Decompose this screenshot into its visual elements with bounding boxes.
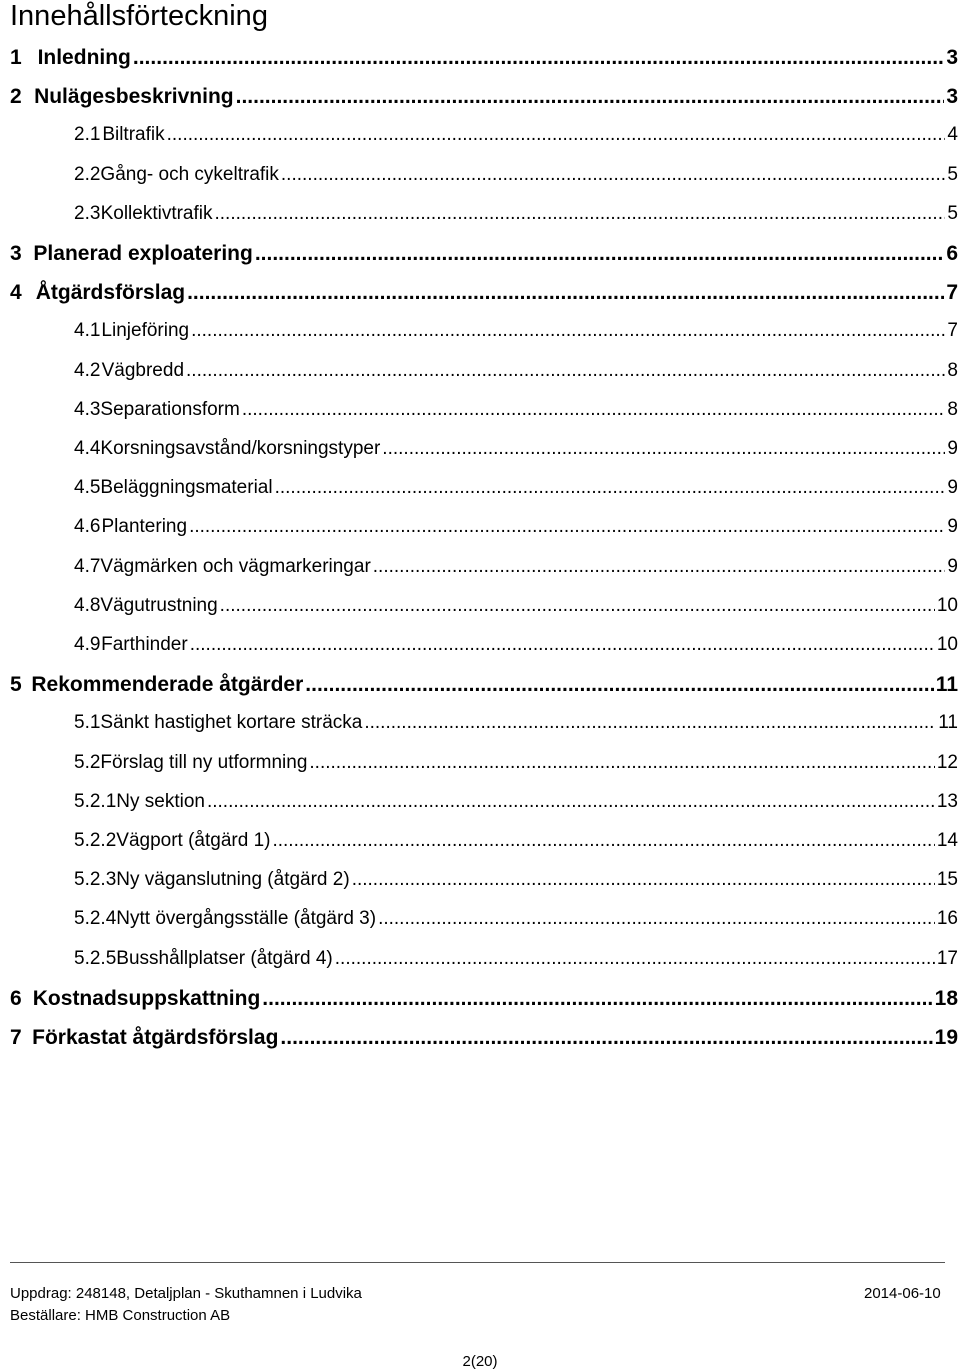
toc-dot-leader [309, 752, 934, 774]
toc-entry-number: 4.1 [74, 320, 101, 342]
toc-dot-leader [167, 124, 946, 146]
toc-dot-leader [335, 948, 935, 970]
toc-dot-leader [220, 595, 935, 617]
toc-dot-leader [382, 438, 945, 460]
toc-entry-page: 9 [947, 477, 958, 499]
toc-dot-leader [236, 85, 945, 109]
toc-entry-page: 8 [947, 398, 958, 420]
toc-entry-title: Korsningsavstånd/korsningstyper [100, 438, 381, 459]
toc-entry-title: Vägutrustning [100, 594, 218, 616]
toc-entry-number: 4.7 [74, 555, 101, 577]
toc-entry-page: 9 [947, 555, 958, 577]
toc-entry-page: 9 [947, 438, 958, 459]
toc-entry[interactable] [10, 948, 958, 970]
toc-entry-number: 1 [10, 46, 22, 69]
toc-entry-title: Busshållplatser (åtgärd 4) [116, 947, 333, 969]
toc-entry-title: Förkastat åtgärdsförslag [32, 1026, 279, 1049]
toc-entry-page: 3 [946, 46, 958, 69]
toc-entry[interactable] [10, 987, 958, 1011]
toc-dot-leader [207, 791, 935, 813]
toc-dot-leader [281, 164, 946, 186]
toc-entry-number: 5 [10, 673, 22, 697]
footer-date: 2014-06-10 [864, 1285, 941, 1302]
toc-entry-title: Vägport (åtgärd 1) [116, 830, 271, 851]
toc-entry-page: 10 [936, 634, 958, 655]
toc-entry-page: 15 [936, 869, 958, 891]
toc-entry-title: Kollektivtrafik [100, 202, 213, 224]
toc-entry-title: Biltrafik [102, 124, 165, 146]
toc-entry[interactable] [10, 124, 958, 146]
toc-entry-title: Inledning [37, 46, 131, 69]
toc-entry[interactable] [10, 673, 958, 697]
toc-dot-leader [262, 987, 932, 1011]
toc-entry-title: Förslag till ny utformning [100, 751, 308, 773]
toc-dot-leader [378, 908, 935, 930]
toc-entry-title: Vägmärken och vägmarkeringar [100, 555, 371, 577]
toc-entry-title: Nytt övergångsställe (åtgärd 3) [116, 908, 377, 930]
toc-entry-title: Nulägesbeskrivning [34, 85, 234, 109]
toc-entry-number: 4.8 [74, 594, 101, 616]
toc-entry-number: 3 [10, 242, 22, 265]
toc-dot-leader [280, 1026, 932, 1050]
toc-dot-leader [242, 399, 946, 421]
page-number: 2(20) [462, 1353, 498, 1370]
toc-entry-title: Linjeföring [101, 320, 190, 342]
toc-dot-leader [186, 360, 945, 382]
toc-entry[interactable] [10, 791, 958, 813]
toc-entry-number: 2.1 [74, 124, 101, 146]
toc-entry-title: Farthinder [101, 634, 188, 655]
toc-entry[interactable] [10, 516, 958, 538]
footer-divider [10, 1262, 945, 1263]
toc-heading: Innehållsförteckning [10, 0, 268, 32]
toc-entry-title: Ny väganslutning (åtgärd 2) [116, 869, 350, 891]
toc-dot-leader [191, 320, 945, 342]
toc-entry-title: Planerad exploatering [33, 242, 253, 265]
toc-entry-number: 4.5 [74, 477, 101, 499]
toc-entry-page: 17 [936, 947, 958, 969]
toc-entry-title: Rekommenderade åtgärder [31, 673, 304, 697]
toc-dot-leader [190, 634, 935, 656]
toc-entry-number: 5.2.2 [74, 830, 117, 851]
toc-entry-page: 11 [938, 712, 958, 734]
toc-entry-page: 12 [936, 751, 958, 773]
toc-entry[interactable] [10, 203, 958, 225]
toc-entry-page: 13 [936, 790, 958, 812]
toc-entry-page: 5 [947, 202, 958, 224]
toc-entry[interactable] [10, 1026, 958, 1050]
toc-entry-page: 11 [935, 673, 958, 697]
toc-entry[interactable] [10, 908, 958, 930]
toc-entry-page: 9 [947, 516, 958, 538]
toc-entry-number: 4.6 [74, 516, 101, 538]
toc-entry-page: 7 [946, 281, 958, 305]
toc-dot-leader [255, 242, 944, 266]
toc-entry-page: 10 [936, 594, 958, 616]
toc-dot-leader [215, 203, 946, 225]
toc-entry[interactable] [10, 281, 958, 305]
toc-entry-number: 2 [10, 85, 22, 109]
toc-entry-number: 5.2.3 [74, 869, 117, 891]
toc-dot-leader [364, 712, 936, 734]
toc-entry[interactable] [10, 869, 958, 891]
toc-entry-number: 4.4 [74, 438, 101, 459]
toc-entry[interactable] [10, 830, 958, 852]
toc-entry-title: Sänkt hastighet kortare sträcka [100, 712, 363, 734]
toc-dot-leader [272, 830, 934, 852]
toc-entry[interactable] [10, 46, 958, 70]
toc-entry-number: 7 [10, 1026, 22, 1049]
footer-assignment: Uppdrag: 248148, Detaljplan - Skuthamnen i Ludvika [10, 1285, 362, 1302]
toc-entry[interactable] [10, 242, 958, 266]
toc-entry[interactable] [10, 438, 958, 460]
toc-entry-number: 4.9 [74, 634, 101, 655]
toc-entry[interactable] [10, 320, 958, 342]
toc-entry-number: 5.2.4 [74, 908, 117, 930]
toc-entry[interactable] [10, 399, 958, 421]
toc-entry-page: 5 [947, 163, 958, 185]
toc-entry-number: 4.3 [74, 398, 101, 420]
toc-entry-number: 5.1 [74, 712, 101, 734]
toc-entry-number: 5.2.5 [74, 947, 117, 969]
toc-dot-leader [373, 556, 946, 578]
toc-dot-leader [133, 46, 944, 70]
toc-entry[interactable] [10, 360, 958, 382]
toc-entry-number: 4.2 [74, 359, 101, 381]
toc-entry-title: Separationsform [100, 398, 240, 420]
toc-entry[interactable] [10, 634, 958, 656]
toc-entry[interactable] [10, 595, 958, 617]
toc-entry-number: 2.3 [74, 202, 101, 224]
toc-entry-page: 8 [947, 359, 958, 381]
toc-dot-leader [352, 869, 935, 891]
toc-entry-page: 4 [947, 124, 958, 146]
toc-entry-page: 7 [947, 320, 958, 342]
toc-entry-title: Ny sektion [116, 790, 205, 812]
toc-entry-page: 3 [946, 85, 958, 109]
toc-entry-title: Vägbredd [101, 359, 185, 381]
toc-entry-number: 2.2 [74, 163, 101, 185]
toc-entry-page: 6 [946, 242, 958, 265]
toc-entry-number: 5.2.1 [74, 790, 117, 812]
toc-dot-leader [305, 673, 934, 697]
toc-entry-title: Gång- och cykeltrafik [100, 163, 279, 185]
toc-dot-leader [275, 477, 946, 499]
toc-entry-number: 5.2 [74, 751, 101, 773]
toc-entry-number: 6 [10, 986, 22, 1010]
toc-entry-page: 18 [934, 986, 958, 1010]
toc-entry[interactable] [10, 712, 958, 734]
toc-entry-number: 4 [10, 281, 22, 305]
toc-entry[interactable] [10, 477, 958, 499]
toc-entry-page: 16 [936, 908, 958, 930]
toc-entry-page: 14 [936, 830, 958, 851]
toc-entry[interactable] [10, 556, 958, 578]
toc-entry-title: Kostnadsuppskattning [32, 986, 261, 1010]
footer-client: Beställare: HMB Construction AB [10, 1307, 231, 1324]
toc-entry[interactable] [10, 164, 958, 186]
toc-entry[interactable] [10, 85, 958, 109]
toc-entry-page: 19 [934, 1026, 958, 1049]
toc-dot-leader [187, 281, 944, 305]
toc-entry-title: Beläggningsmaterial [100, 477, 273, 499]
toc-dot-leader [189, 516, 945, 538]
toc-entry-title: Åtgärdsförslag [35, 281, 186, 305]
toc-entry[interactable] [10, 752, 958, 774]
toc-entry-title: Plantering [101, 516, 188, 538]
